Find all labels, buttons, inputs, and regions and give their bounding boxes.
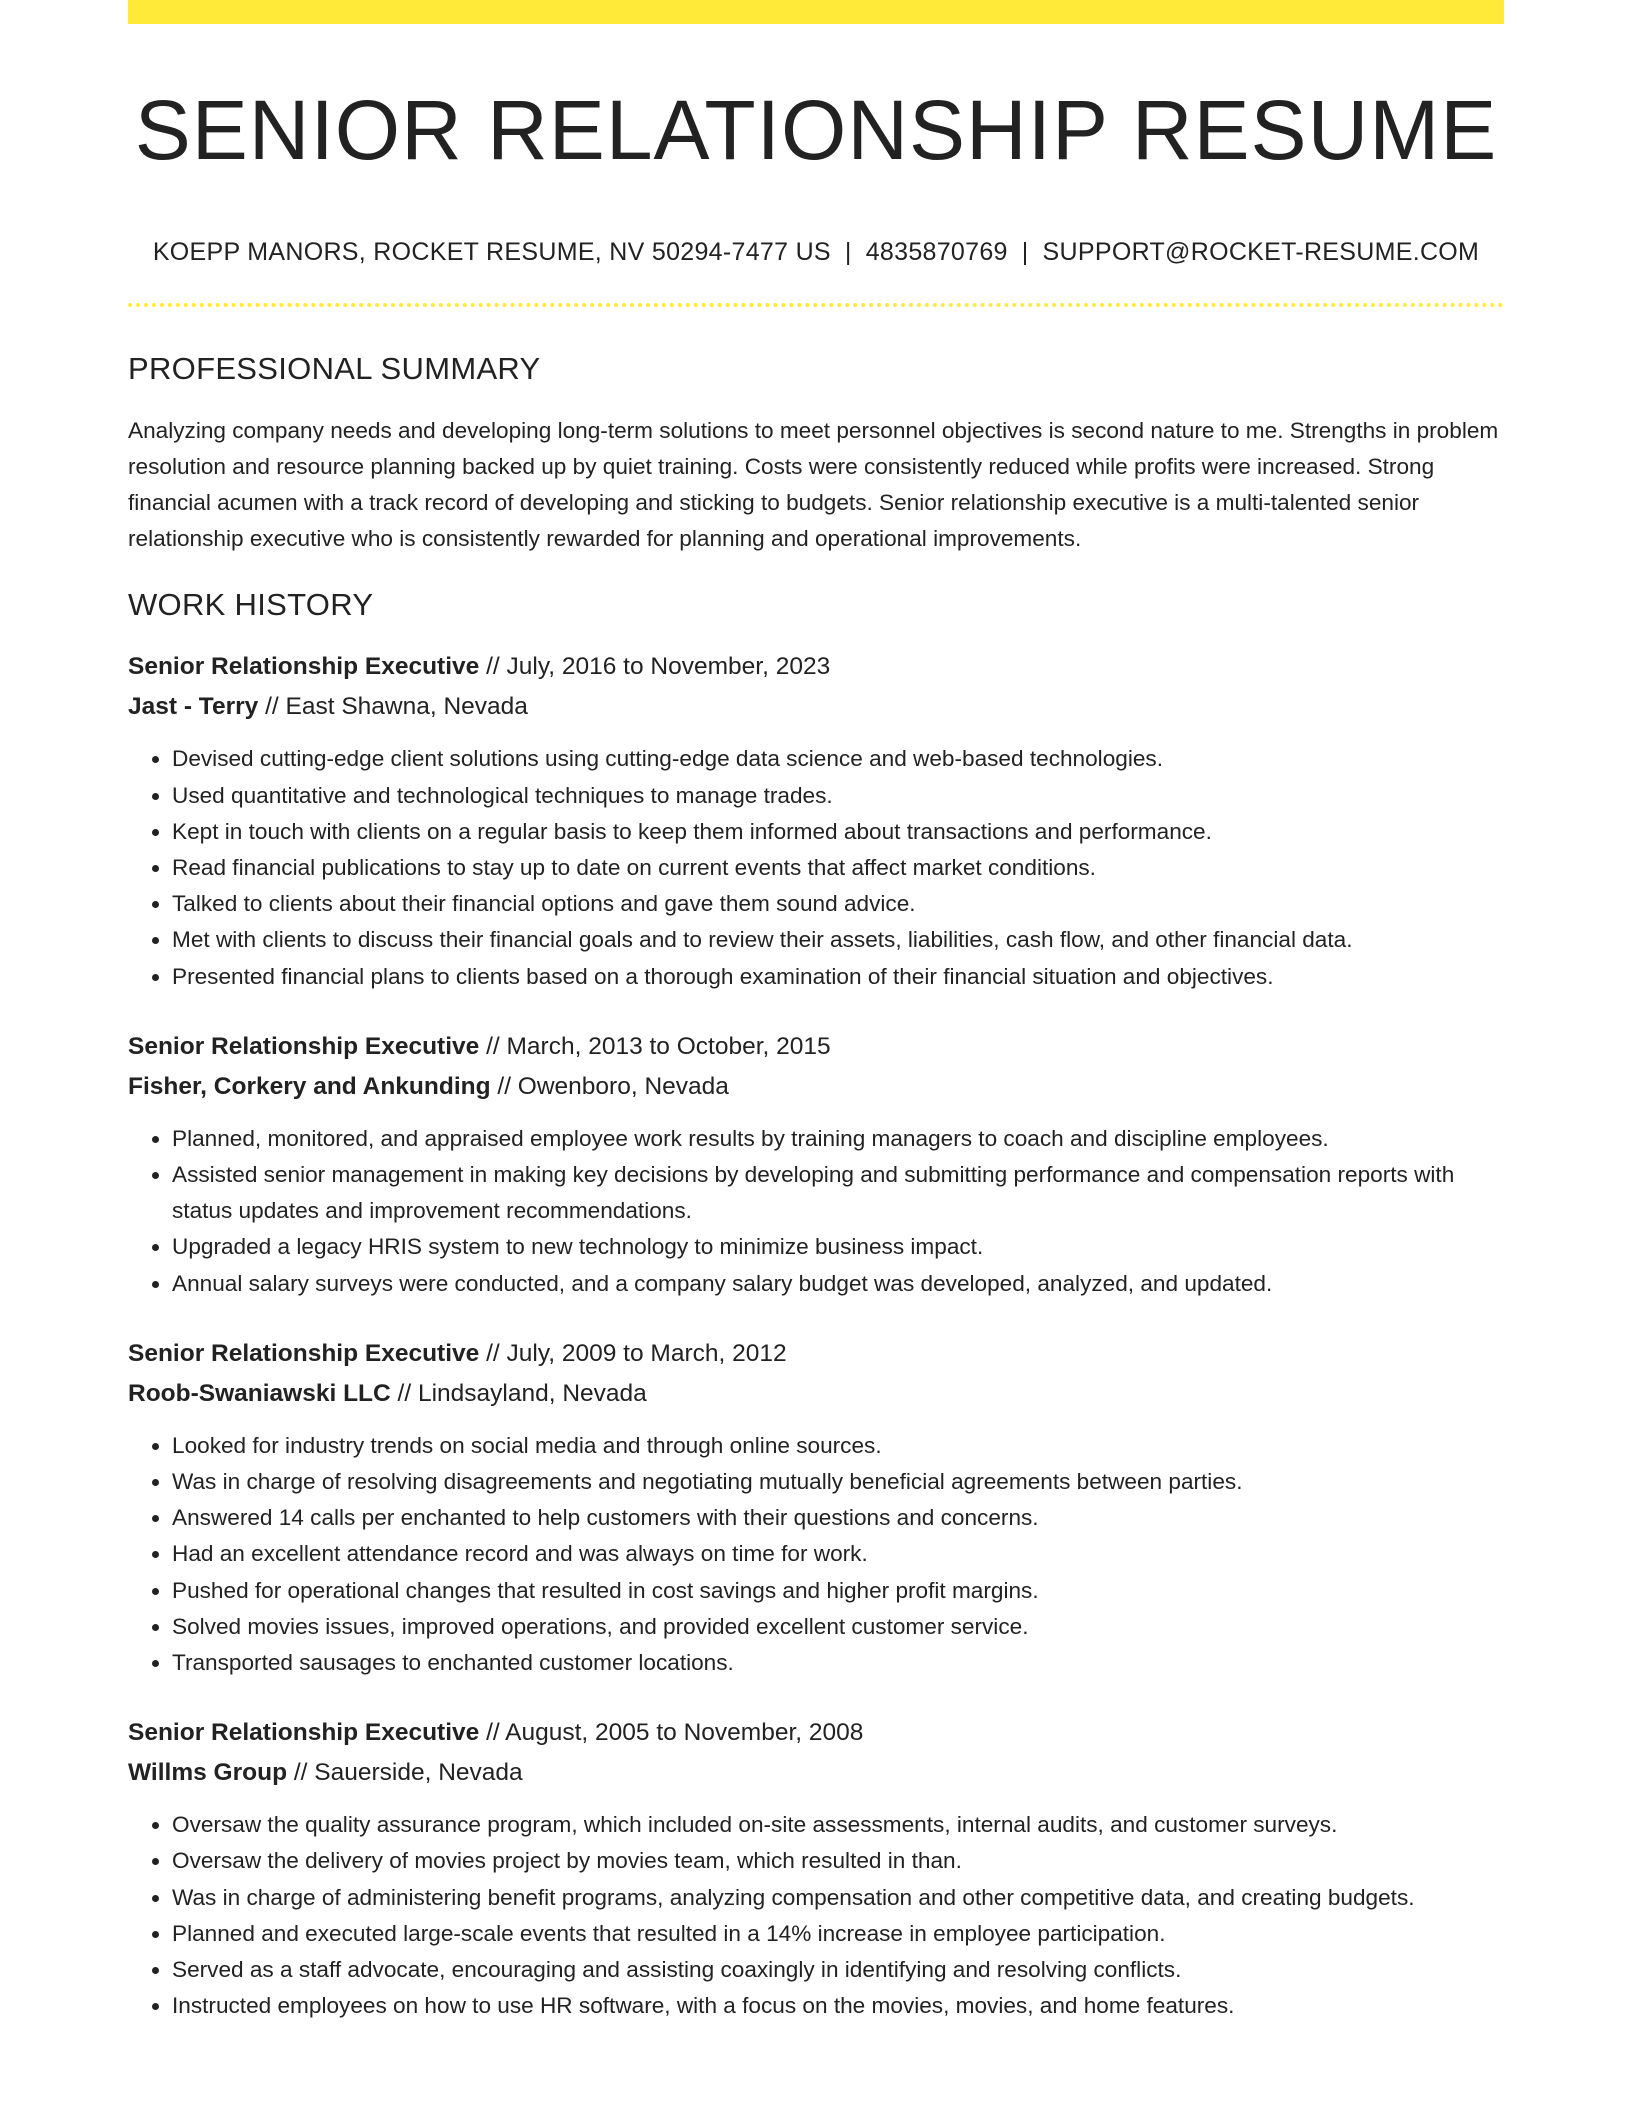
job-bullet: • Answered 14 calls per enchanted to help customers with their questions and concerns.: [172, 1500, 1504, 1536]
job-bullet: • Used quantitative and technological techniques to manage trades.: [172, 778, 1504, 814]
summary-heading: PROFESSIONAL SUMMARY: [128, 351, 541, 387]
job-bullet: • Pushed for operational changes that resulted in cost savings and higher profit margins.: [172, 1573, 1504, 1609]
job-entry: [128, 647, 1504, 994]
resume-title: SENIOR RELATIONSHIP RESUME: [134, 83, 1498, 177]
job-bullet: • Upgraded a legacy HRIS system to new technology to minimize business impact.: [172, 1229, 1504, 1265]
contact-line: [128, 238, 1504, 267]
job-bullets: [128, 1428, 1504, 1681]
summary-text: Analyzing company needs and developing long-term solutions to meet personnel objectives is second nature to me. Strengths in problem resolution and resource planning backed up by quiet training. Costs were consistently reduced while profits were increased. Strong financial acumen with a track record of developing and sticking to budgets. Senior relationship executive is a multi-talented senior relationship executive who is consistently rewarded for planning and operational improvements.: [128, 418, 1499, 552]
job-bullet: • Planned, monitored, and appraised employee work results by training managers to coach and discipline employees.: [172, 1121, 1504, 1157]
job-bullet: • Planned and executed large-scale events that resulted in a 14% increase in employee participation.: [172, 1916, 1504, 1952]
job-bullet: • Served as a staff advocate, encouraging and assisting coaxingly in identifying and resolving conflicts.: [172, 1952, 1504, 1988]
job-bullet: • Was in charge of administering benefit programs, analyzing compensation and other competitive data, and creating budgets.: [172, 1880, 1504, 1916]
job-bullet: • Had an excellent attendance record and was always on time for work.: [172, 1536, 1504, 1572]
job-bullet: • Instructed employees on how to use HR software, with a focus on the movies, movies, and home features.: [172, 1988, 1504, 2024]
job-title: Senior Relationship Executive: [128, 1719, 480, 1747]
job-company-line: [128, 687, 1504, 727]
job-company: Roob-Swaniawski LLC: [128, 1379, 391, 1407]
job-company: Willms Group: [128, 1759, 288, 1787]
job-bullet: • Oversaw the delivery of movies project by movies team, which resulted in than.: [172, 1843, 1504, 1879]
job-bullet: • Transported sausages to enchanted customer locations.: [172, 1645, 1504, 1681]
job-bullet: • Assisted senior management in making key decisions by developing and submitting performance and compensation reports with status updates and improvement recommendations.: [172, 1157, 1504, 1229]
job-bullets: [128, 1121, 1504, 1302]
job-location: // Sauerside, Nevada: [287, 1759, 523, 1787]
job-title: Senior Relationship Executive: [128, 653, 480, 681]
job-entry: [128, 1027, 1504, 1302]
job-bullet: • Talked to clients about their financial options and gave them sound advice.: [172, 886, 1504, 922]
job-company: Jast - Terry: [128, 693, 259, 721]
contact-phone: 4835870769: [865, 238, 1008, 267]
job-title-line: [128, 647, 1504, 687]
job-bullet: • Read financial publications to stay up to date on current events that affect market conditions.: [172, 850, 1504, 886]
job-bullet: • Oversaw the quality assurance program, which included on-site assessments, internal audits, and customer surveys.: [172, 1807, 1504, 1843]
job-bullets: [128, 741, 1504, 994]
job-bullet: • Kept in touch with clients on a regular basis to keep them informed about transactions and performance.: [172, 814, 1504, 850]
job-bullet: • Presented financial plans to clients based on a thorough examination of their financial situation and objectives.: [172, 959, 1504, 995]
job-bullet: • Looked for industry trends on social media and through online sources.: [172, 1428, 1504, 1464]
job-title-line: [128, 1334, 1504, 1374]
job-company-line: [128, 1067, 1504, 1107]
contact-email[interactable]: SUPPORT@ROCKET-RESUME.COM: [1042, 238, 1480, 267]
contact-address: KOEPP MANORS, ROCKET RESUME, NV 50294-7477 US: [152, 238, 831, 267]
work-history-heading: WORK HISTORY: [128, 587, 374, 623]
job-company-line: [128, 1753, 1504, 1793]
job-title: Senior Relationship Executive: [128, 1339, 480, 1367]
resume-page: [128, 0, 1504, 2024]
work-history-list: [128, 647, 1504, 2024]
accent-top-bar: [128, 0, 1504, 24]
contact-separator: |: [1021, 238, 1029, 267]
job-dates: // March, 2013 to October, 2015: [479, 1032, 831, 1060]
job-company-line: [128, 1374, 1504, 1414]
contact-separator: |: [844, 238, 852, 267]
job-bullets: [128, 1807, 1504, 2024]
job-dates: // July, 2009 to March, 2012: [479, 1339, 787, 1367]
job-company: Fisher, Corkery and Ankunding: [128, 1072, 491, 1100]
job-entry: [128, 1713, 1504, 2024]
job-bullet: • Solved movies issues, improved operations, and provided excellent customer service.: [172, 1609, 1504, 1645]
job-bullet: • Annual salary surveys were conducted, and a company salary budget was developed, analyzed, and updated.: [172, 1266, 1504, 1302]
job-entry: [128, 1334, 1504, 1681]
job-dates: // July, 2016 to November, 2023: [479, 653, 831, 681]
job-bullet: • Devised cutting-edge client solutions using cutting-edge data science and web-based technologies.: [172, 741, 1504, 777]
job-dates: // August, 2005 to November, 2008: [479, 1719, 864, 1747]
job-location: // Owenboro, Nevada: [490, 1072, 729, 1100]
dotted-divider: [128, 303, 1504, 307]
job-title-line: [128, 1027, 1504, 1067]
job-location: // East Shawna, Nevada: [258, 693, 528, 721]
job-title: Senior Relationship Executive: [128, 1032, 480, 1060]
job-bullet: • Met with clients to discuss their financial goals and to review their assets, liabilities, cash flow, and other financial data.: [172, 922, 1504, 958]
job-title-line: [128, 1713, 1504, 1753]
job-bullet: • Was in charge of resolving disagreements and negotiating mutually beneficial agreements between parties.: [172, 1464, 1504, 1500]
job-location: // Lindsayland, Nevada: [390, 1379, 647, 1407]
